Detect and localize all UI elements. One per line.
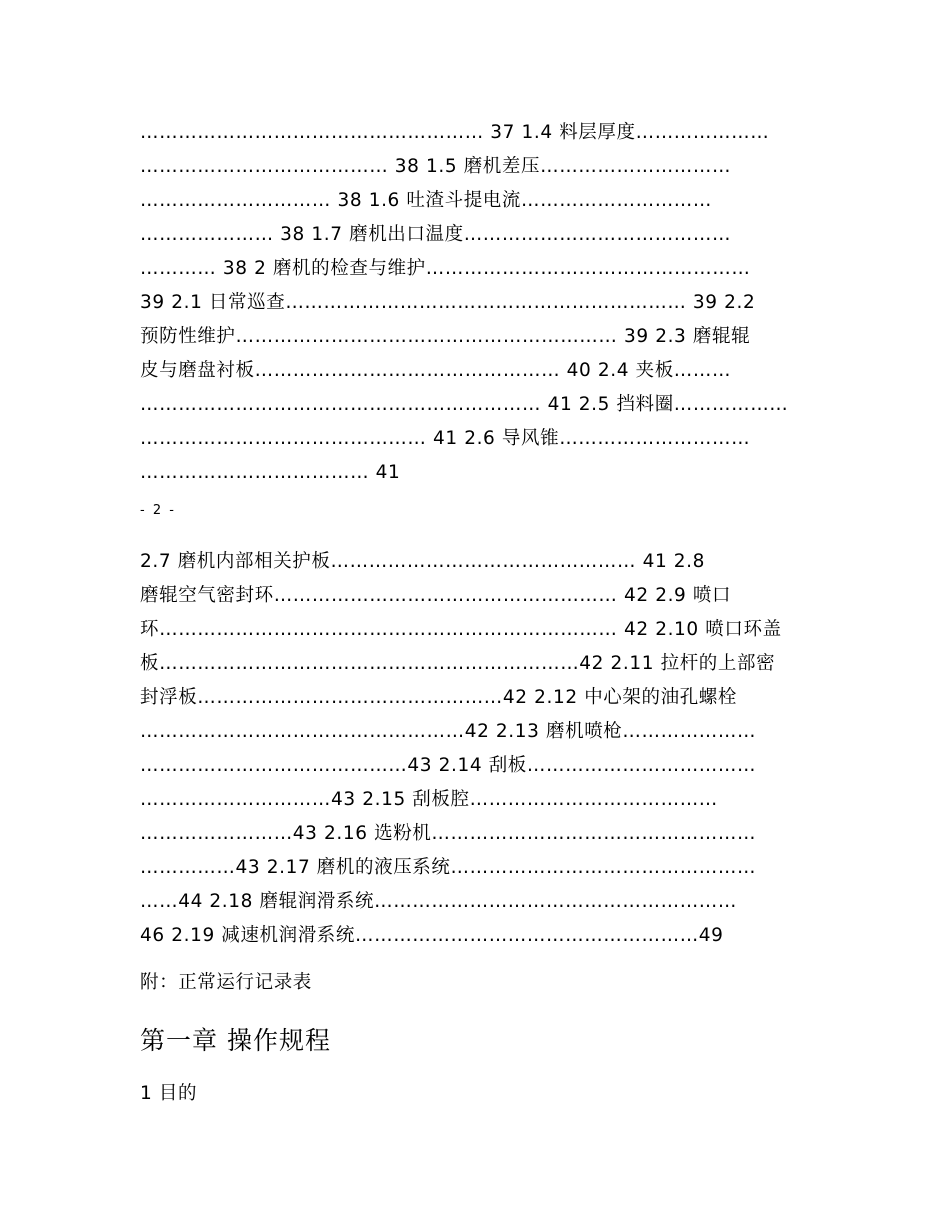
toc-line: ……………………………………………………… 41 2.5 挡料圈……………… (140, 394, 789, 415)
toc-line: 磨辊空气密封环……………………………………………… 42 2.9 喷口 (140, 585, 732, 606)
toc-line: ……………………………………… 41 2.6 导风锥………………………… (140, 428, 751, 449)
toc-line: 2.7 磨机内部相关护板………………………………………… 41 2.8 (140, 551, 706, 572)
section-heading: 1 目的 (140, 1083, 198, 1104)
toc-line: ………… 38 2 磨机的检查与维护…………………………………………… (140, 258, 751, 279)
toc-line: …………………………43 2.15 刮板腔………………………………… (140, 789, 718, 810)
toc-line: ……………………………………………42 2.13 磨机喷枪………………… (140, 721, 757, 742)
toc-line: ………………………… 38 1.6 吐渣斗提电流………………………… (140, 190, 713, 211)
toc-line: 46 2.19 减速机润滑系统………………………………………………49 (140, 925, 724, 946)
appendix-line: 附：正常运行记录表 (140, 972, 312, 993)
toc-line: ……………………………………………… 37 1.4 料层厚度………………… (140, 122, 770, 143)
toc-line: ……………………43 2.16 选粉机…………………………………………… (140, 823, 757, 844)
toc-line: ……………………………………43 2.14 刮板……………………………… (140, 755, 757, 776)
toc-line: ……………………………… 41 (140, 462, 401, 483)
page-number: - 2 - (140, 503, 176, 518)
toc-line: 预防性维护…………………………………………………… 39 2.3 磨辊辊 (140, 326, 751, 347)
toc-line: 39 2.1 日常巡查……………………………………………………… 39 2.2 (140, 292, 756, 313)
toc-line: 皮与磨盘衬板………………………………………… 40 2.4 夹板……… (140, 360, 732, 381)
toc-line: 封浮板…………………………………………42 2.12 中心架的油孔螺栓 (140, 687, 737, 708)
table-of-contents-part-2 (140, 545, 820, 953)
toc-line: ………………………………… 38 1.5 磨机差压………………………… (140, 156, 732, 177)
table-of-contents-part-1 (140, 116, 820, 490)
toc-line: ……………43 2.17 磨机的液压系统………………………………………… (140, 857, 757, 878)
toc-line: 环……………………………………………………………… 42 2.10 喷口环盖 (140, 619, 782, 640)
toc-line: 板…………………………………………………………42 2.11 拉杆的上部密 (140, 653, 776, 674)
toc-line: ………………… 38 1.7 磨机出口温度…………………………………… (140, 224, 732, 245)
chapter-heading: 第一章 操作规程 (140, 1026, 331, 1055)
toc-line: ……44 2.18 磨辊润滑系统………………………………………………… (140, 891, 737, 912)
